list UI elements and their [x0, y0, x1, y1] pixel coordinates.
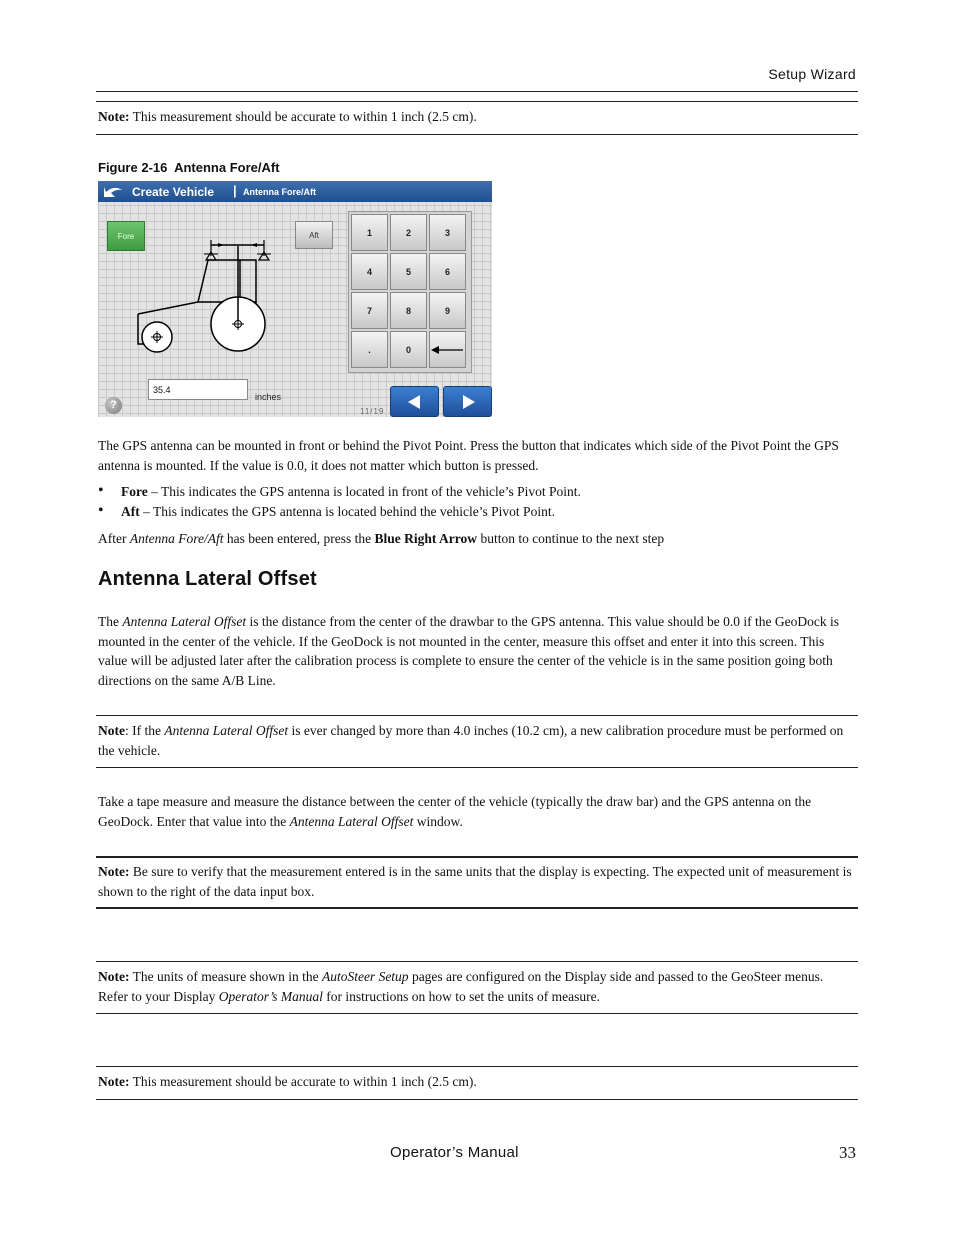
title-separator: |: [233, 183, 237, 198]
paragraph-tape-measure: [98, 792, 850, 831]
text-run-italic: Antenna Lateral Offset: [122, 614, 247, 629]
key-3[interactable]: 3: [429, 214, 466, 251]
key-0[interactable]: 0: [390, 331, 427, 368]
text-run: has been entered, press the: [223, 531, 375, 546]
right-arrow-icon: [444, 387, 492, 417]
back-icon[interactable]: [102, 184, 126, 200]
text-run: is ever changed by more than 4.0 inches (10.2 cm), a new calibration procedure must be performed on the vehicle.: [98, 723, 844, 758]
paragraph-after-entry: [98, 529, 850, 549]
text-run: : If the: [125, 723, 165, 738]
running-header: Setup Wizard: [768, 66, 856, 82]
note-rule: [96, 856, 858, 858]
note-accuracy-2: [98, 1072, 854, 1092]
key-8[interactable]: 8: [390, 292, 427, 329]
previous-button[interactable]: [390, 386, 439, 417]
note-accuracy: [98, 107, 854, 127]
section-heading: Antenna Lateral Offset: [98, 568, 317, 590]
antenna-fore-aft-screenshot: [98, 181, 492, 417]
note-label: Note:: [98, 864, 130, 879]
bullet-text: – This indicates the GPS antenna is located in front of the vehicle’s Pivot Point.: [147, 484, 581, 499]
key-2[interactable]: 2: [390, 214, 427, 251]
bullet-term: Fore: [121, 484, 148, 499]
bullet-icon: •: [98, 501, 104, 519]
key-9[interactable]: 9: [429, 292, 466, 329]
note-rule: [96, 1066, 858, 1067]
note-label: Note:: [98, 1074, 130, 1089]
page-number: 33: [839, 1143, 856, 1162]
text-run: After: [98, 531, 130, 546]
text-run: pages are configured on the Display side and passed to the GeoSteer menus. Refer to your Display: [98, 969, 824, 1004]
left-arrow-icon: [391, 387, 440, 417]
text-run: button to continue to the next step: [477, 531, 665, 546]
text-run-bold: Blue Right Arrow: [374, 531, 478, 546]
note-calibration: [98, 721, 854, 760]
note-text: Be sure to verify that the measurement entered is in the same units that the display is expecting. The expected unit of measurement is shown to the right of the data input box.: [98, 864, 852, 899]
backspace-key[interactable]: [429, 331, 466, 368]
help-icon[interactable]: ?: [105, 397, 122, 414]
note-rule: [96, 101, 858, 102]
bullet-text: – This indicates the GPS antenna is located behind the vehicle’s Pivot Point.: [139, 503, 555, 519]
note-label: Note: [98, 723, 125, 738]
distance-input[interactable]: 35.4: [148, 379, 248, 400]
bullet-term: Aft: [121, 503, 140, 519]
backspace-arrow-icon: [431, 344, 465, 356]
note-label: Note:: [98, 109, 130, 124]
note-text: This measurement should be accurate to within 1 inch (2.5 cm).: [129, 1074, 477, 1089]
text-run: Take a tape measure and measure the distance between the center of the vehicle (typically the draw bar) and the GPS antenna on the GeoDock. Enter that value into the: [98, 794, 812, 829]
screen-subtitle: Antenna Fore/Aft: [243, 187, 316, 197]
list-item: [98, 502, 850, 522]
paragraph-lateral-offset: [98, 612, 850, 690]
text-run-italic: Operator’s Manual: [218, 988, 323, 1004]
text-run: is the distance from the center of the drawbar to the GPS antenna. This value should be 0.0 if the GeoDock is mounted in the center of the vehicle. If the GeoDock is not mounted in the center, measure this offset and enter it into this screen. This value will be adjusted later after the calibration process is complete to ensure the center of the vehicle is in the same position going both directions on the same A/B Line.: [98, 614, 839, 688]
key-decimal[interactable]: .: [351, 331, 388, 368]
screen-title: Create Vehicle: [132, 185, 215, 199]
bullet-list: [98, 482, 850, 521]
bullet-icon: •: [98, 482, 104, 499]
note-rule: [96, 134, 858, 135]
key-7[interactable]: 7: [351, 292, 388, 329]
keypad: [348, 211, 472, 373]
text-run-italic: Antenna Lateral Offset: [289, 813, 414, 829]
key-6[interactable]: 6: [429, 253, 466, 290]
note-text: This measurement should be accurate to within 1 inch (2.5 cm).: [129, 109, 477, 124]
screen-title-bar: [98, 181, 492, 202]
aft-button[interactable]: Aft: [295, 221, 333, 249]
footer-manual-title: Operator’s Manual: [390, 1144, 519, 1161]
text-run-italic: Antenna Lateral Offset: [164, 723, 289, 738]
note-rule: [96, 715, 858, 716]
text-run: for instructions on how to set the units of measure.: [322, 988, 600, 1004]
note-rule: [96, 961, 858, 962]
fore-button[interactable]: Fore: [107, 221, 145, 251]
figure-caption: Figure 2-16 Antenna Fore/Aft: [98, 160, 280, 175]
note-rule: [96, 767, 858, 768]
paragraph-pivot-point: The GPS antenna can be mounted in front or behind the Pivot Point. Press the button that indicates which side of the Pivot Point the GPS antenna is mounted. If the value is 0.0, it does not matter which button is pressed.: [98, 438, 839, 473]
note-rule: [96, 907, 858, 909]
header-rule: [96, 91, 858, 92]
note-units-display: [98, 967, 854, 1006]
text-run: The: [98, 614, 123, 629]
key-5[interactable]: 5: [390, 253, 427, 290]
note-units-verify: [98, 862, 854, 901]
next-button[interactable]: [443, 386, 492, 417]
text-run: The units of measure shown in the: [129, 969, 322, 984]
note-rule: [96, 1013, 858, 1014]
text-run: window.: [413, 813, 463, 829]
text-run-italic: Antenna Fore/Aft: [129, 531, 224, 546]
text-run-italic: AutoSteer Setup: [321, 969, 409, 984]
unit-label: inches: [255, 392, 282, 402]
key-4[interactable]: 4: [351, 253, 388, 290]
note-rule: [96, 1099, 858, 1100]
note-label: Note:: [98, 969, 130, 984]
page-indicator: 11/19: [360, 407, 385, 416]
key-1[interactable]: 1: [351, 214, 388, 251]
list-item: [98, 482, 850, 502]
